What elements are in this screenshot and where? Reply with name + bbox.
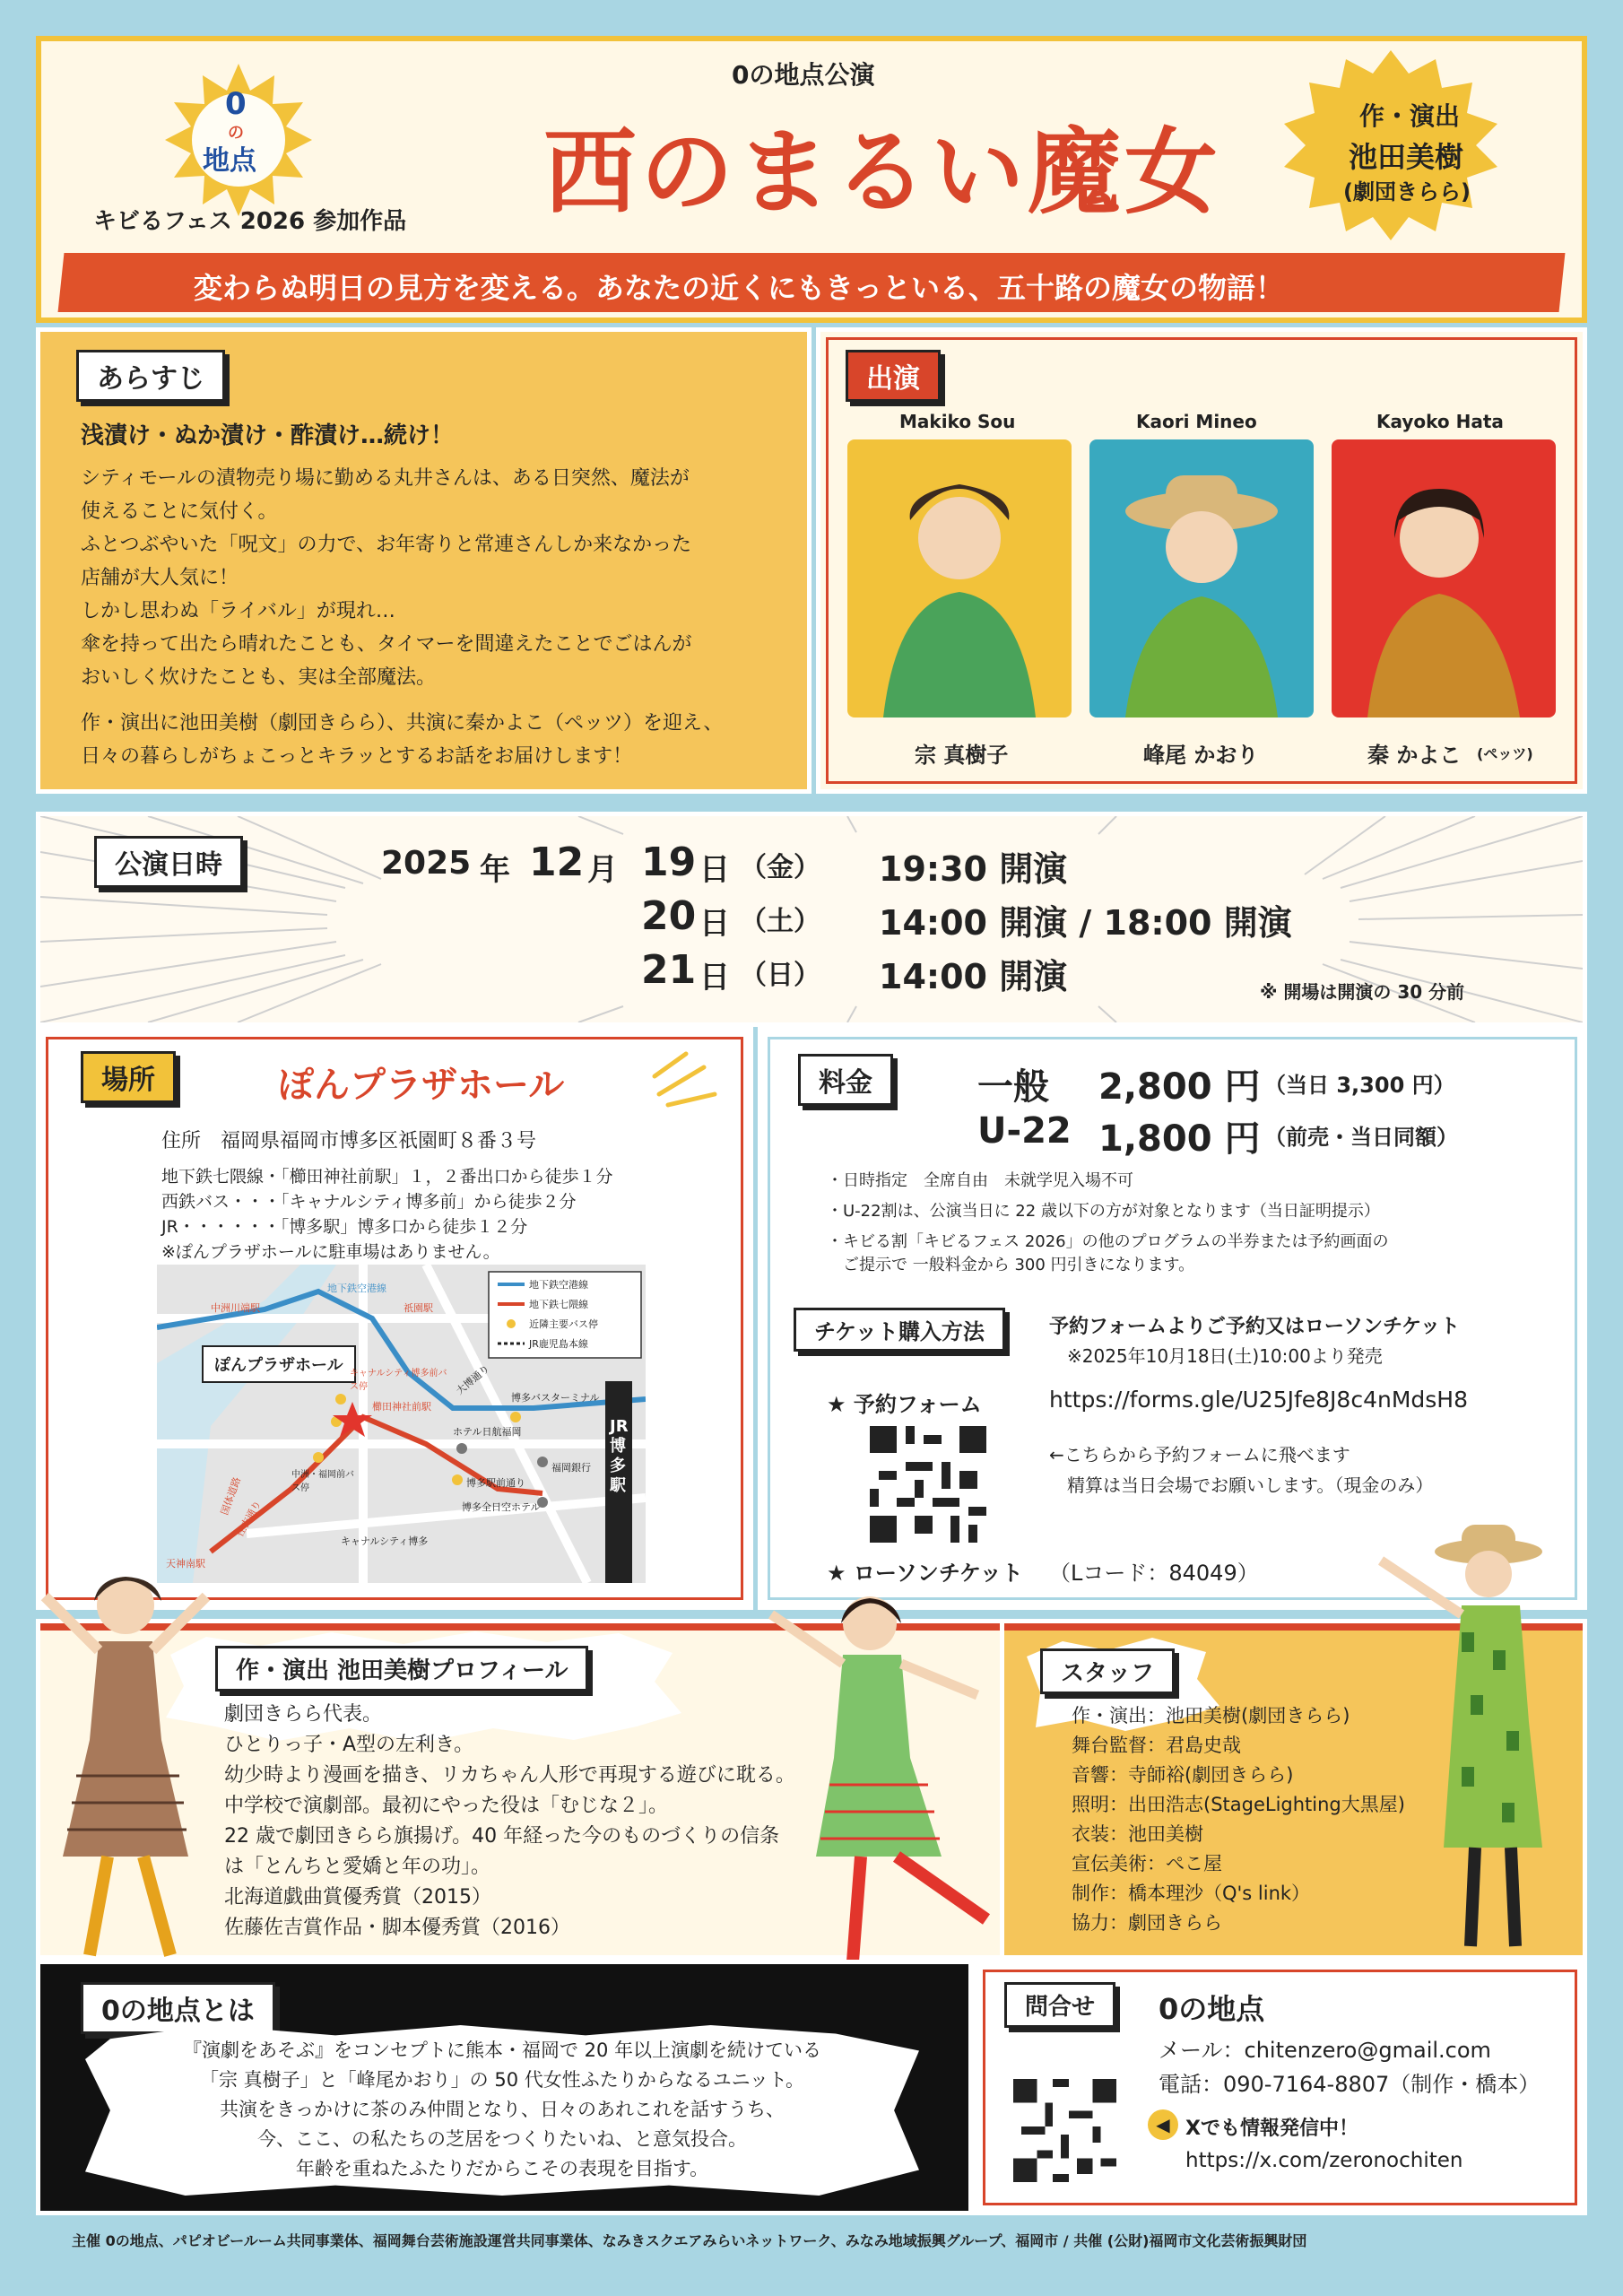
schedule-note: ※ 開場は開演の 30 分前 xyxy=(1260,981,1465,1003)
access-line: 地下鉄七隈線・「櫛田神社前駅」１，２番出口から徒歩１分 xyxy=(161,1167,613,1187)
schedule-day: 20 xyxy=(641,893,697,939)
about-tag: 0の地点とは xyxy=(81,1982,275,2034)
price-label: U-22 xyxy=(977,1110,1072,1152)
map-legend-item: 近隣主要バス停 xyxy=(529,1318,598,1330)
form-hint: ←こちらから予約フォームに飛べます xyxy=(1049,1444,1350,1465)
staff-body xyxy=(1072,1701,1405,1938)
main-title: 西のまるい魔女 xyxy=(543,117,1222,227)
sparkle-icon xyxy=(650,1049,722,1112)
profile-line: 中学校で演劇部。最初にやった役は「むじな２」。 xyxy=(224,1795,669,1817)
form-qr-code[interactable] xyxy=(870,1426,986,1543)
synopsis-line: ふとつぶやいた「呪文」の力で、お年寄りと常連さんしか来なかった xyxy=(81,534,692,556)
synopsis-line: おいしく炊けたことも、実は全部魔法。 xyxy=(81,666,437,689)
ticket-release: ※2025年10月18日(土)10:00より発売 xyxy=(1067,1345,1383,1367)
cast-photo-hata xyxy=(1332,439,1556,718)
schedule-year-unit: 年 xyxy=(480,852,510,888)
venue-map[interactable] xyxy=(157,1265,646,1583)
synopsis-closing-line: 作・演出に池田美樹（劇団きらら）、共演に秦かよこ（ペッツ）を迎え、 xyxy=(81,712,724,735)
staff-line: 作・演出：池田美樹(劇団きらら) xyxy=(1072,1705,1350,1726)
ticket-tag: チケット購入方法 xyxy=(794,1308,1005,1352)
header-panel xyxy=(36,36,1587,323)
venue-panel xyxy=(36,1027,753,1610)
access-line: 西鉄バス・・・「キャナルシティ博多前」から徒歩２分 xyxy=(161,1192,577,1212)
presenter-label: 0の地点公演 xyxy=(732,60,875,90)
contact-qr-code[interactable] xyxy=(1013,2079,1116,2182)
synopsis-body xyxy=(81,462,692,694)
about-body xyxy=(108,2036,897,2184)
staff-line: 協力：劇団きらら xyxy=(1072,1912,1222,1934)
person-icon xyxy=(1332,439,1556,718)
map-place: 櫛田神社前駅 xyxy=(372,1401,431,1413)
qr-icon xyxy=(870,1426,986,1543)
staff-line: 衣装：池田美樹 xyxy=(1072,1823,1203,1845)
form-hint: 精算は当日会場でお願いします。（現金のみ） xyxy=(1067,1474,1434,1496)
cast-ja-name: 峰尾 かおり xyxy=(1143,743,1259,768)
venue-tag: 場所 xyxy=(81,1051,176,1103)
contact-org: 0の地点 xyxy=(1159,1992,1265,2026)
price-note: （当日 3,300 円） xyxy=(1264,1073,1455,1098)
schedule-day: 21 xyxy=(641,947,697,993)
logo-no: の xyxy=(228,124,244,143)
tagline: 変わらぬ明日の見方を変える。あなたの近くにもきっといる、五十路の魔女の物語！ xyxy=(194,271,1285,305)
about-line: 『演劇をあそぶ』をコンセプトに熊本・福岡で 20 年以上演劇を続けている xyxy=(182,2039,822,2061)
x-label: Xでも情報発信中！ xyxy=(1185,2118,1358,2140)
map-place: ホテル日航福岡 xyxy=(453,1426,522,1438)
schedule-day-unit: 日 xyxy=(699,852,730,888)
schedule-time: 14:00 開演 / 18:00 開演 xyxy=(879,903,1292,943)
map-place: 博多全日空ホテル xyxy=(462,1501,541,1513)
ticket-headline: 予約フォームよりご予約又はローソンチケット xyxy=(1049,1316,1461,1338)
profile-line: 劇団きらら代表。 xyxy=(224,1703,383,1726)
profile-body xyxy=(224,1700,795,1944)
synopsis-lead: 浅漬け・ぬか漬け・酢漬け…続け！ xyxy=(81,422,455,449)
cast-ja-name: 秦 かよこ xyxy=(1367,743,1462,768)
map-place: 博多バスターミナル xyxy=(511,1392,600,1404)
map-place: キャナルシティ博多前バス停 xyxy=(350,1369,447,1392)
about-line: 今、ここ、の私たちの芝居をつくりたいね、と意気投合。 xyxy=(257,2128,747,2150)
schedule-dow: （日） xyxy=(740,960,820,991)
cast-photo-mineo xyxy=(1089,439,1314,718)
price-notes xyxy=(827,1166,1388,1277)
cast-en-name: Makiko Sou xyxy=(899,411,1016,432)
schedule-day-unit: 日 xyxy=(699,906,730,942)
synopsis-tag: あらすじ xyxy=(76,350,225,402)
profile-tag: 作・演出 池田美樹プロフィール xyxy=(215,1646,588,1692)
map-place: 福岡銀行 xyxy=(551,1462,591,1474)
map-legend-item: 地下鉄七隈線 xyxy=(529,1299,588,1310)
price-amount: 2,800 円 xyxy=(1098,1066,1261,1108)
director-name: 池田美樹 xyxy=(1349,140,1464,174)
profile-line: 幼少時より漫画を描き、リカちゃん人形で再現する遊びに耽る。 xyxy=(224,1764,795,1787)
cast-ja-name: 宗 真樹子 xyxy=(915,743,1009,768)
venue-access xyxy=(161,1164,613,1265)
about-line: 年齢を重ねたふたりだからこその表現を目指す。 xyxy=(295,2158,709,2179)
map-legend-item: JR鹿児島本線 xyxy=(529,1338,588,1350)
price-note-line: ・キビる割「キビるフェス 2026」の他のプログラムの半券または予約画面の xyxy=(827,1232,1389,1251)
schedule-tag: 公演日時 xyxy=(94,836,243,888)
price-amount: 1,800 円 xyxy=(1098,1118,1261,1160)
synopsis-line: しかし思わぬ「ライバル」が現れ… xyxy=(81,600,395,622)
schedule-time: 14:00 開演 xyxy=(879,957,1068,996)
map-place: 地下鉄空港線 xyxy=(327,1283,386,1294)
profile-line: 北海道戯曲賞優秀賞（2015） xyxy=(224,1886,491,1909)
profile-line: 22 歳で劇団きらら旗揚げ。40 年経った今のものづくりの信条 xyxy=(224,1825,780,1848)
price-label: 一般 xyxy=(977,1066,1049,1108)
person-icon xyxy=(847,439,1072,718)
access-line: JR・・・・・・「博多駅」博多口から徒歩１２分 xyxy=(161,1217,528,1237)
map-place: キャナルシティ博多 xyxy=(341,1535,429,1547)
map-place: 住吉通り xyxy=(233,1498,265,1539)
cast-note: (ペッツ) xyxy=(1477,745,1533,762)
access-line: ※ぽんプラザホールに駐車場はありません。 xyxy=(161,1242,500,1262)
contact-tel[interactable]: 電話：090-7164-8807（制作・橋本） xyxy=(1159,2072,1541,2097)
synopsis-closing-line: 日々の暮らしがちょこっとキラッとするお話をお届けします！ xyxy=(81,745,633,768)
contact-mail[interactable]: メール：chitenzero@gmail.com xyxy=(1159,2038,1491,2063)
cast-en-name: Kaori Mineo xyxy=(1136,411,1257,432)
profile-line: 佐藤佐吉賞作品・脚本優秀賞（2016） xyxy=(224,1917,570,1939)
map-legend-item: 地下鉄空港線 xyxy=(529,1279,588,1291)
map-place: 大博通り xyxy=(454,1362,492,1397)
about-line: 共演をきっかけに茶のみ仲間となり、日々のあれこれを話すうち、 xyxy=(220,2099,785,2120)
staff-line: 制作：橋本理沙（Q's link） xyxy=(1072,1883,1311,1904)
synopsis-line: 使えることに気付く。 xyxy=(81,500,278,523)
form-url[interactable]: https://forms.gle/U25Jfe8J8c4nMdsH8 xyxy=(1049,1387,1469,1413)
synopsis-panel xyxy=(36,327,812,794)
synopsis-line: 店舗が大人気に！ xyxy=(81,567,239,589)
schedule-day: 19 xyxy=(641,839,697,885)
schedule-day-unit: 日 xyxy=(699,960,730,996)
price-note: （前売・当日同額） xyxy=(1264,1125,1458,1150)
person-icon xyxy=(1089,439,1314,718)
dancer-left-illustration xyxy=(27,1561,233,1973)
schedule-panel xyxy=(36,812,1587,1027)
map-hall-callout: ぽんプラザホール xyxy=(202,1345,356,1383)
cast-en-name: Kayoko Hata xyxy=(1376,411,1504,432)
map-place: 中洲・福岡前バス停 xyxy=(291,1470,354,1493)
schedule-year: 2025 xyxy=(381,845,472,882)
logo-chiten: 地点 xyxy=(203,145,256,177)
price-note-line: ・U-22割は、公演当日に 22 歳以下の方が対象となります（当日証明提示） xyxy=(827,1202,1380,1221)
schedule-dow: （土） xyxy=(740,906,820,937)
staff-line: 舞台監督：君島史哉 xyxy=(1072,1735,1241,1756)
x-arrow-icon: ◀ xyxy=(1148,2109,1178,2140)
map-jr-label: JR博多駅 xyxy=(610,1417,629,1495)
qr-icon xyxy=(1013,2079,1116,2182)
fest-label: キビるフェス 2026 参加作品 xyxy=(93,208,407,235)
cast-tag: 出演 xyxy=(846,350,941,402)
map-place: 国体道路 xyxy=(218,1475,244,1518)
x-url[interactable]: https://x.com/zeronochiten xyxy=(1185,2149,1463,2172)
staff-tag: スタッフ xyxy=(1040,1648,1175,1694)
lawson-code: （Lコード：84049） xyxy=(1049,1561,1259,1586)
map-place: 博多駅前通り xyxy=(466,1477,525,1489)
venue-address: 住所 福岡県福岡市博多区祇園町８番３号 xyxy=(161,1130,537,1152)
about-line: 「宗 真樹子」と「峰尾かおり」の 50 代女性ふたりからなるユニット。 xyxy=(199,2069,804,2091)
map-place: 中洲川端駅 xyxy=(211,1302,260,1314)
venue-name: ぽんプラザホール xyxy=(278,1065,565,1106)
schedule-time: 19:30 開演 xyxy=(879,849,1068,889)
schedule-month: 12 xyxy=(529,839,585,885)
cast-photo-sou xyxy=(847,439,1072,718)
synopsis-closing xyxy=(81,707,723,773)
map-place: 祇園駅 xyxy=(404,1302,433,1314)
contact-tag: 問合せ xyxy=(1004,1982,1115,2028)
staff-line: 照明：出田浩志(StageLighting大黒屋) xyxy=(1072,1794,1405,1815)
schedule-dow: （金） xyxy=(740,852,820,883)
synopsis-line: シティモールの漬物売り場に勤める丸井さんは、ある日突然、魔法が xyxy=(81,467,690,490)
map-place: 天神南駅 xyxy=(166,1558,205,1570)
schedule-month-unit: 月 xyxy=(587,852,618,888)
footer-credits: 主催 0の地点、パピオビールーム共同事業体、福岡舞台芸術施設運営共同事業体、なみきスクエアみらいネットワーク、みなみ地域振興グループ、福岡市 / 共催 (公財)福岡市文化芸術振興財団 xyxy=(72,2232,1307,2249)
lawson-label: ★ ローソンチケット xyxy=(827,1561,1023,1586)
cast-panel xyxy=(816,327,1587,794)
price-note-line: ご提示で 一般料金から 300 円引きになります。 xyxy=(827,1256,1195,1274)
price-note-line: ・日時指定 全席自由 未就学児入場不可 xyxy=(827,1171,1133,1190)
profile-line: ひとりっ子・A型の左利き。 xyxy=(224,1734,474,1756)
price-tag: 料金 xyxy=(798,1054,893,1106)
staff-line: 音響：寺師裕(劇団きらら) xyxy=(1072,1764,1294,1786)
logo-zero: 0 xyxy=(225,86,247,122)
director-company: (劇団きらら) xyxy=(1343,179,1471,204)
profile-line: は「とんちと愛嬌と年の功」。 xyxy=(224,1856,491,1878)
director-role: 作・演出 xyxy=(1359,101,1461,131)
form-label: ★ 予約フォーム xyxy=(827,1392,982,1417)
synopsis-line: 傘を持って出たら晴れたことも、タイマーを間違えたことでごはんが xyxy=(81,633,692,656)
staff-line: 宣伝美術：ぺこ屋 xyxy=(1072,1853,1222,1874)
